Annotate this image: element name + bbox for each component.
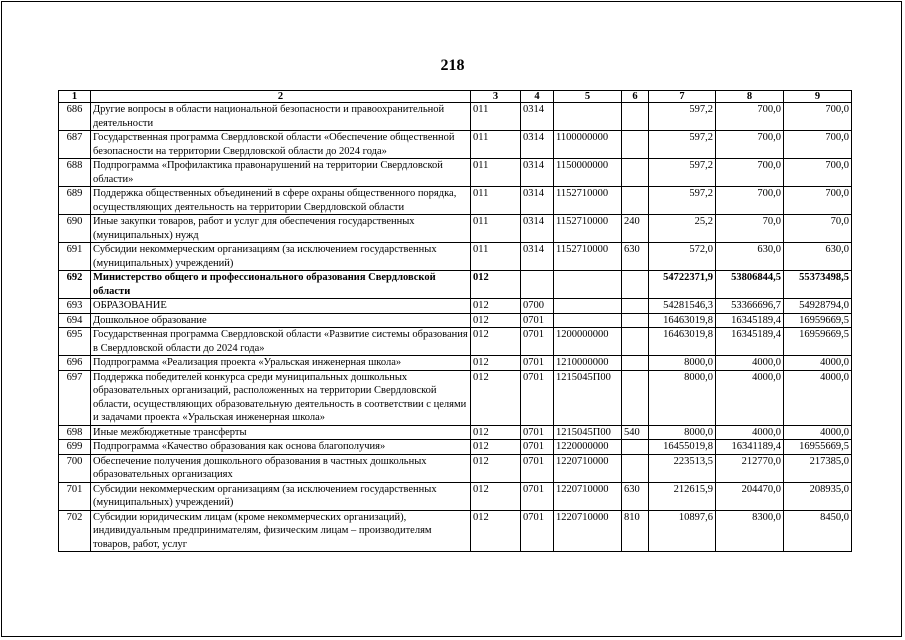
row-name: Субсидии некоммерческим организациям (за исключением государственных (муниципальных) учреждений) <box>91 243 471 271</box>
expense-type-code <box>622 356 649 371</box>
target-article-code <box>554 313 622 328</box>
expense-type-code: 240 <box>622 215 649 243</box>
amount-year-2: 700,0 <box>716 187 784 215</box>
ministry-code: 012 <box>471 328 521 356</box>
expense-type-code <box>622 440 649 455</box>
target-article-code: 1152710000 <box>554 215 622 243</box>
section-code: 0701 <box>521 356 554 371</box>
table-row <box>59 187 852 215</box>
target-article-code: 1220710000 <box>554 482 622 510</box>
amount-year-1: 8000,0 <box>649 425 716 440</box>
ministry-code: 012 <box>471 482 521 510</box>
amount-year-1: 54281546,3 <box>649 299 716 314</box>
table-row <box>59 215 852 243</box>
amount-year-1: 597,2 <box>649 131 716 159</box>
amount-year-1: 572,0 <box>649 243 716 271</box>
expense-type-code <box>622 103 649 131</box>
table-row <box>59 370 852 425</box>
target-article-code: 1215045П00 <box>554 370 622 425</box>
amount-year-2: 700,0 <box>716 159 784 187</box>
row-number: 692 <box>59 271 91 299</box>
section-code: 0314 <box>521 159 554 187</box>
section-code <box>521 271 554 299</box>
table-row <box>59 103 852 131</box>
ministry-code: 011 <box>471 159 521 187</box>
amount-year-1: 597,2 <box>649 103 716 131</box>
column-header: 7 <box>649 91 716 103</box>
section-code: 0701 <box>521 454 554 482</box>
amount-year-3: 16959669,5 <box>784 328 852 356</box>
amount-year-1: 212615,9 <box>649 482 716 510</box>
table-row <box>59 328 852 356</box>
column-header: 4 <box>521 91 554 103</box>
column-header: 3 <box>471 91 521 103</box>
expense-type-code <box>622 328 649 356</box>
row-number: 693 <box>59 299 91 314</box>
ministry-code: 011 <box>471 187 521 215</box>
row-name: Министерство общего и профессионального образования Свердловской области <box>91 271 471 299</box>
section-code: 0314 <box>521 131 554 159</box>
section-code: 0701 <box>521 370 554 425</box>
row-number: 698 <box>59 425 91 440</box>
row-name: Государственная программа Свердловской области «Обеспечение общественной безопасности на территории Свердловской области до 2024 года» <box>91 131 471 159</box>
row-name: ОБРАЗОВАНИЕ <box>91 299 471 314</box>
row-name: Субсидии некоммерческим организациям (за исключением государственных (муниципальных) учреждений) <box>91 482 471 510</box>
row-name: Поддержка общественных объединений в сфере охраны общественного порядка, осуществляющих деятельность на территории Свердловской области <box>91 187 471 215</box>
table-row <box>59 482 852 510</box>
amount-year-3: 208935,0 <box>784 482 852 510</box>
target-article-code: 1100000000 <box>554 131 622 159</box>
row-name: Подпрограмма «Профилактика правонарушений на территории Свердловской области» <box>91 159 471 187</box>
row-number: 689 <box>59 187 91 215</box>
section-code: 0314 <box>521 215 554 243</box>
amount-year-2: 4000,0 <box>716 356 784 371</box>
amount-year-2: 16345189,4 <box>716 313 784 328</box>
table-row <box>59 356 852 371</box>
target-article-code: 1152710000 <box>554 187 622 215</box>
expense-type-code <box>622 271 649 299</box>
amount-year-1: 54722371,9 <box>649 271 716 299</box>
expense-type-code: 630 <box>622 243 649 271</box>
amount-year-2: 16341189,4 <box>716 440 784 455</box>
amount-year-2: 700,0 <box>716 103 784 131</box>
target-article-code: 1220000000 <box>554 440 622 455</box>
expense-type-code <box>622 187 649 215</box>
target-article-code: 1152710000 <box>554 243 622 271</box>
amount-year-1: 16463019,8 <box>649 328 716 356</box>
row-number: 697 <box>59 370 91 425</box>
target-article-code <box>554 271 622 299</box>
ministry-code: 012 <box>471 510 521 552</box>
row-number: 702 <box>59 510 91 552</box>
table-row <box>59 131 852 159</box>
amount-year-3: 4000,0 <box>784 356 852 371</box>
amount-year-1: 597,2 <box>649 159 716 187</box>
expense-type-code <box>622 454 649 482</box>
ministry-code: 012 <box>471 454 521 482</box>
ministry-code: 012 <box>471 299 521 314</box>
amount-year-2: 8300,0 <box>716 510 784 552</box>
amount-year-3: 700,0 <box>784 187 852 215</box>
amount-year-3: 630,0 <box>784 243 852 271</box>
row-name: Другие вопросы в области национальной безопасности и правоохранительной деятельности <box>91 103 471 131</box>
section-code: 0701 <box>521 328 554 356</box>
section-code: 0701 <box>521 510 554 552</box>
ministry-code: 011 <box>471 131 521 159</box>
ministry-code: 011 <box>471 243 521 271</box>
section-code: 0701 <box>521 440 554 455</box>
amount-year-1: 16455019,8 <box>649 440 716 455</box>
ministry-code: 012 <box>471 370 521 425</box>
amount-year-1: 16463019,8 <box>649 313 716 328</box>
expense-type-code <box>622 159 649 187</box>
ministry-code: 012 <box>471 425 521 440</box>
row-name: Поддержка победителей конкурса среди муниципальных дошкольных образовательных организаций, расположенных на территории Свердловской области, осуществляющих образовательную деятельность в соответствии с целями и задачами проекта «Уральская инженерная школа» <box>91 370 471 425</box>
table-row <box>59 510 852 552</box>
amount-year-3: 4000,0 <box>784 370 852 425</box>
row-number: 691 <box>59 243 91 271</box>
section-code: 0314 <box>521 103 554 131</box>
row-number: 699 <box>59 440 91 455</box>
table-row <box>59 454 852 482</box>
page-number: 218 <box>440 57 465 74</box>
column-header: 5 <box>554 91 622 103</box>
expense-type-code <box>622 299 649 314</box>
section-code: 0701 <box>521 482 554 510</box>
expense-type-code <box>622 131 649 159</box>
amount-year-3: 700,0 <box>784 131 852 159</box>
column-header: 2 <box>91 91 471 103</box>
table-row <box>59 440 852 455</box>
column-header: 8 <box>716 91 784 103</box>
table-row <box>59 425 852 440</box>
row-name: Обеспечение получения дошкольного образования в частных дошкольных образовательных организациях <box>91 454 471 482</box>
row-name: Подпрограмма «Реализация проекта «Уральская инженерная школа» <box>91 356 471 371</box>
amount-year-2: 4000,0 <box>716 370 784 425</box>
header-row <box>59 91 852 103</box>
ministry-code: 011 <box>471 215 521 243</box>
column-header: 9 <box>784 91 852 103</box>
table-row <box>59 299 852 314</box>
amount-year-1: 8000,0 <box>649 356 716 371</box>
table-row <box>59 271 852 299</box>
row-number: 690 <box>59 215 91 243</box>
amount-year-1: 597,2 <box>649 187 716 215</box>
amount-year-2: 16345189,4 <box>716 328 784 356</box>
amount-year-3: 8450,0 <box>784 510 852 552</box>
amount-year-3: 700,0 <box>784 103 852 131</box>
amount-year-2: 53366696,7 <box>716 299 784 314</box>
ministry-code: 012 <box>471 356 521 371</box>
row-number: 701 <box>59 482 91 510</box>
target-article-code: 1220710000 <box>554 510 622 552</box>
table-row <box>59 159 852 187</box>
row-name: Иные закупки товаров, работ и услуг для обеспечения государственных (муниципальных) нужд <box>91 215 471 243</box>
expense-type-code <box>622 370 649 425</box>
amount-year-3: 217385,0 <box>784 454 852 482</box>
amount-year-3: 16959669,5 <box>784 313 852 328</box>
target-article-code <box>554 299 622 314</box>
row-name: Государственная программа Свердловской области «Развитие системы образования в Свердловской области до 2024 года» <box>91 328 471 356</box>
section-code: 0701 <box>521 313 554 328</box>
table-row <box>59 243 852 271</box>
amount-year-3: 16955669,5 <box>784 440 852 455</box>
row-number: 700 <box>59 454 91 482</box>
target-article-code: 1150000000 <box>554 159 622 187</box>
ministry-code: 012 <box>471 440 521 455</box>
amount-year-2: 212770,0 <box>716 454 784 482</box>
column-header: 1 <box>59 91 91 103</box>
amount-year-2: 70,0 <box>716 215 784 243</box>
row-number: 687 <box>59 131 91 159</box>
expense-type-code: 630 <box>622 482 649 510</box>
column-header: 6 <box>622 91 649 103</box>
amount-year-2: 630,0 <box>716 243 784 271</box>
amount-year-1: 25,2 <box>649 215 716 243</box>
row-number: 686 <box>59 103 91 131</box>
amount-year-2: 204470,0 <box>716 482 784 510</box>
row-number: 696 <box>59 356 91 371</box>
amount-year-3: 4000,0 <box>784 425 852 440</box>
expense-type-code: 540 <box>622 425 649 440</box>
amount-year-3: 70,0 <box>784 215 852 243</box>
target-article-code: 1215045П00 <box>554 425 622 440</box>
expense-type-code: 810 <box>622 510 649 552</box>
row-name: Иные межбюджетные трансферты <box>91 425 471 440</box>
expense-type-code <box>622 313 649 328</box>
target-article-code <box>554 103 622 131</box>
budget-table <box>58 90 852 552</box>
section-code: 0314 <box>521 243 554 271</box>
amount-year-1: 223513,5 <box>649 454 716 482</box>
ministry-code: 012 <box>471 313 521 328</box>
row-number: 694 <box>59 313 91 328</box>
table-row <box>59 313 852 328</box>
amount-year-1: 10897,6 <box>649 510 716 552</box>
row-name: Дошкольное образование <box>91 313 471 328</box>
amount-year-3: 700,0 <box>784 159 852 187</box>
amount-year-2: 700,0 <box>716 131 784 159</box>
ministry-code: 011 <box>471 103 521 131</box>
amount-year-3: 55373498,5 <box>784 271 852 299</box>
target-article-code: 1210000000 <box>554 356 622 371</box>
row-name: Субсидии юридическим лицам (кроме некоммерческих организаций), индивидуальным предпринимателям, физическим лицам – производителям товаров, работ, услуг <box>91 510 471 552</box>
section-code: 0701 <box>521 425 554 440</box>
amount-year-1: 8000,0 <box>649 370 716 425</box>
amount-year-2: 53806844,5 <box>716 271 784 299</box>
amount-year-3: 54928794,0 <box>784 299 852 314</box>
section-code: 0700 <box>521 299 554 314</box>
row-name: Подпрограмма «Качество образования как основа благополучия» <box>91 440 471 455</box>
amount-year-2: 4000,0 <box>716 425 784 440</box>
row-number: 695 <box>59 328 91 356</box>
section-code: 0314 <box>521 187 554 215</box>
row-number: 688 <box>59 159 91 187</box>
target-article-code: 1200000000 <box>554 328 622 356</box>
ministry-code: 012 <box>471 271 521 299</box>
target-article-code: 1220710000 <box>554 454 622 482</box>
